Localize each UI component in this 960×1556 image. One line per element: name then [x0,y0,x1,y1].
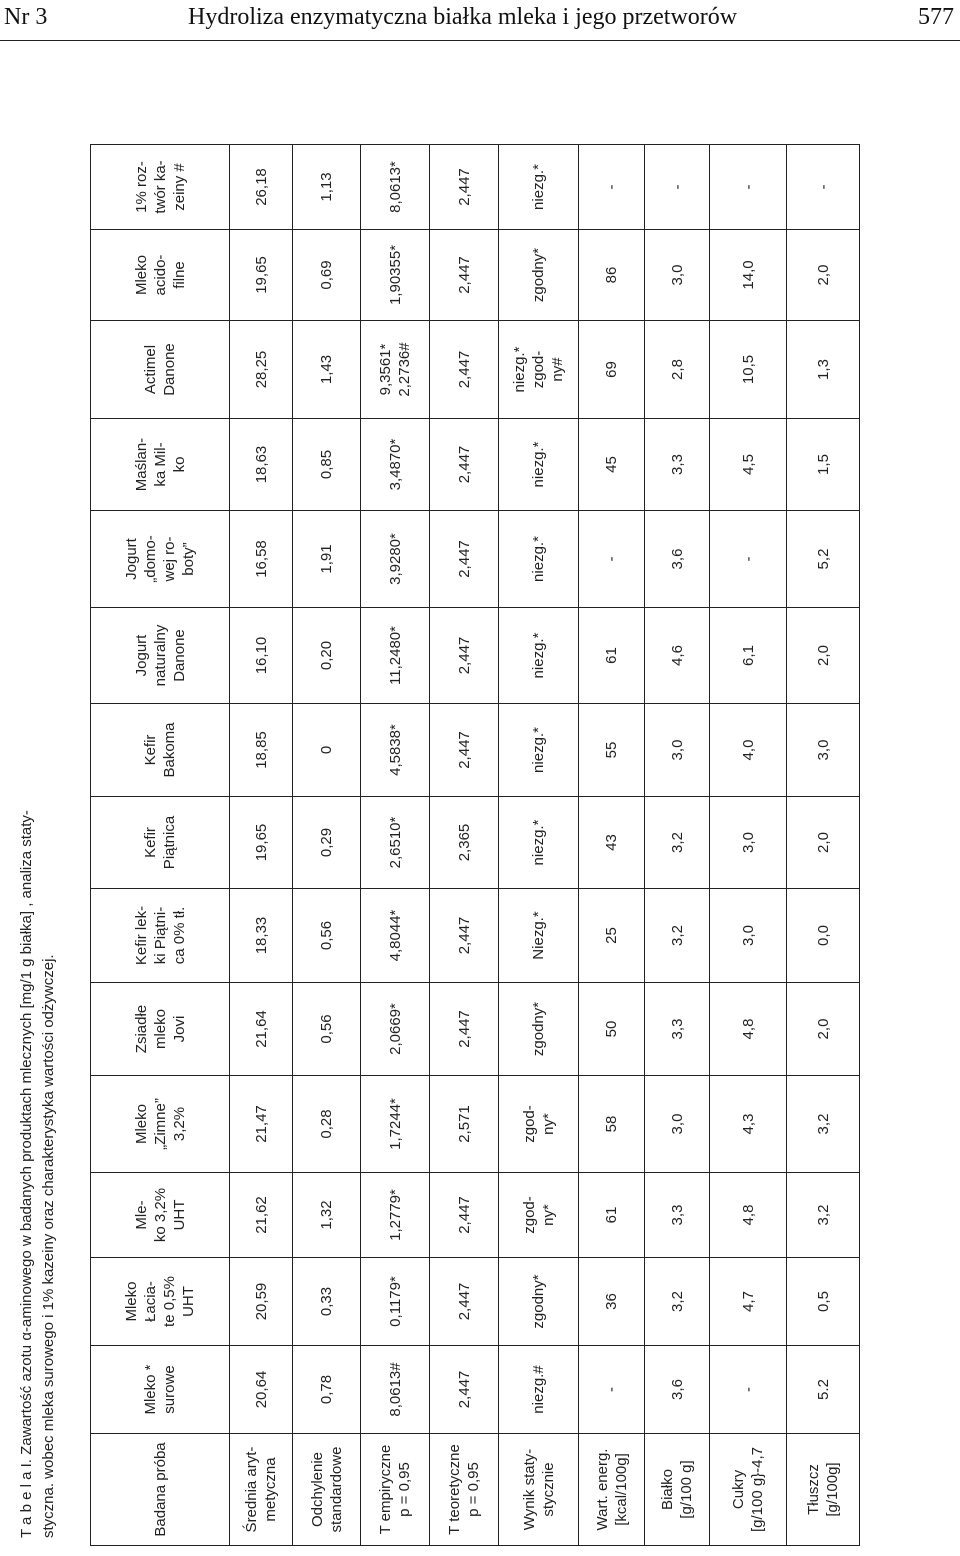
table-cell: 10,5 [710,321,787,419]
table-cell: 4,8044* [361,889,430,983]
table-cell: 0,5 [787,1258,860,1346]
table-cell: 3,0 [645,704,710,797]
table-cell: 2,447 [430,1346,499,1434]
table-cell: 18,85 [230,704,293,797]
table-cell: 61 [579,608,645,704]
table-cell: 2,447 [430,419,499,511]
table-row [430,145,499,1546]
table-cell: 3,2 [645,797,710,889]
table-cell: 2,447 [430,145,499,230]
table-cell: - [710,145,787,230]
data-table [90,144,860,1546]
table-cell: 55 [579,704,645,797]
table-cell: 0 [293,704,361,797]
table-cell: 0,56 [293,889,361,983]
table-cell: 58 [579,1076,645,1173]
table-cell: 2,0 [787,797,860,889]
table-cell: 69 [579,321,645,419]
table-cell: zgod- ny* [499,1173,579,1258]
table-cell: 1,91 [293,511,361,608]
table-cell: 4,5838* [361,704,430,797]
table-cell: 1,7244* [361,1076,430,1173]
table-cell: 21,64 [230,983,293,1076]
caption-line-1: T a b e l a I. Zawartość azotu α-aminowego w badanych produktach mlecznych [mg/1 g białka] , analiza staty- [18,810,35,1538]
table-cell: Niezg.* [499,889,579,983]
table-cell: 2,447 [430,511,499,608]
table-cell: niezg.* [499,419,579,511]
table-cell: 21,47 [230,1076,293,1173]
column-header: Maślan- ka Mil- ko [91,419,230,511]
table-cell: 3,6 [645,1346,710,1434]
row-label: Wynik staty- stycznie [499,1434,579,1546]
row-label: Tłuszcz [g/100g] [787,1434,860,1546]
column-header: Mle- ko 3,2% UHT [91,1173,230,1258]
table-cell: 4,7 [710,1258,787,1346]
table-cell: 2,365 [430,797,499,889]
column-header: Kefir Bakoma [91,704,230,797]
table-cell: 0,56 [293,983,361,1076]
table-cell: 3,3 [645,983,710,1076]
table-row [361,145,430,1546]
row-label: Białko [g/100 g] [645,1434,710,1546]
table-cell: niezg.* [499,145,579,230]
column-header: Mleko acido- filne [91,230,230,321]
table-cell: niezg.# [499,1346,579,1434]
table-cell: - [787,145,860,230]
table-cell: zgodny* [499,1258,579,1346]
table-cell: 2,447 [430,1258,499,1346]
table-row [230,145,293,1546]
table-cell: niezg.* [499,511,579,608]
column-header: Kefir lek- ki Piątni- ca 0% tł. [91,889,230,983]
table-cell: 2,447 [430,230,499,321]
table-cell: zgod- ny* [499,1076,579,1173]
table-cell: - [579,1346,645,1434]
table-cell: 43 [579,797,645,889]
header-row [91,145,230,1546]
table-cell: 2,447 [430,608,499,704]
table-cell: 4,8 [710,1173,787,1258]
column-header: 1% roz- twór ka- zeiny # [91,145,230,230]
table-cell: - [579,511,645,608]
table-cell: niezg.* [499,608,579,704]
table-cell: 0,85 [293,419,361,511]
table-cell: niezg.* [499,704,579,797]
table-cell: 21,62 [230,1173,293,1258]
corner-cell: Badana próba [91,1434,230,1546]
table-cell: 0,28 [293,1076,361,1173]
table-cell: zgodny* [499,230,579,321]
table-cell: 0,33 [293,1258,361,1346]
table-cell: 14,0 [710,230,787,321]
table-cell: 5,2 [787,511,860,608]
table-cell: 0,20 [293,608,361,704]
table-cell: 2,447 [430,889,499,983]
table-cell: 2,0669* [361,983,430,1076]
table-cell: 4,5 [710,419,787,511]
column-header: Kefir Piątnica [91,797,230,889]
table-cell: 36 [579,1258,645,1346]
table-cell: 3,3 [645,1173,710,1258]
table-cell: 3,4870* [361,419,430,511]
row-label: T empiryczne p = 0,95 [361,1434,430,1546]
table-cell: 1,32 [293,1173,361,1258]
table-cell: 3,0 [645,230,710,321]
table-cell: 28,25 [230,321,293,419]
table-cell: 0,78 [293,1346,361,1434]
table-cell: 2,571 [430,1076,499,1173]
table-cell: 86 [579,230,645,321]
table-cell: - [645,145,710,230]
table-cell: 8,0613# [361,1346,430,1434]
table-cell: 2,0 [787,983,860,1076]
table-cell: 2,447 [430,983,499,1076]
table-cell: 2,447 [430,704,499,797]
table-cell: 0,0 [787,889,860,983]
table-cell: 3,0 [710,797,787,889]
running-title: Hydroliza enzymatyczna białka mleka i jego przetworów [188,4,738,30]
table-cell: 1,3 [787,321,860,419]
table-cell: 1,90355* [361,230,430,321]
row-label: T teoretyczne p = 0,95 [430,1434,499,1546]
table-cell: 4,6 [645,608,710,704]
table-cell: 1,13 [293,145,361,230]
table-row [579,145,645,1546]
table-cell: 1,2779* [361,1173,430,1258]
rotated-content [0,56,960,1556]
table-cell: 4,0 [710,704,787,797]
page-header [0,0,960,41]
table-cell: niezg.* [499,797,579,889]
table-cell: 3,3 [645,419,710,511]
table-cell: 0,1179* [361,1258,430,1346]
table-cell: 3,2 [787,1173,860,1258]
column-header: Zsiadłe mleko Jovi [91,983,230,1076]
table-cell: 1,5 [787,419,860,511]
table-row [645,145,710,1546]
table-cell: 2,8 [645,321,710,419]
table-cell: 0,69 [293,230,361,321]
column-header: Actimel Danone [91,321,230,419]
table-cell: 16,58 [230,511,293,608]
table-cell: 26,18 [230,145,293,230]
table-cell: 18,63 [230,419,293,511]
column-header: Mleko Łacia- te 0,5% UHT [91,1258,230,1346]
table-cell: 20,59 [230,1258,293,1346]
table-cell: 19,65 [230,797,293,889]
row-label: Odchylenie standardowe [293,1434,361,1546]
table-cell: - [579,145,645,230]
table-cell: - [710,1346,787,1434]
table-cell: 3,2 [645,1258,710,1346]
column-header: Jogurt naturalny Danone [91,608,230,704]
table-row [293,145,361,1546]
table-cell: 16,10 [230,608,293,704]
table-cell: 61 [579,1173,645,1258]
column-header: Jogurt „domo- wej ro- boty” [91,511,230,608]
column-header: Mleko * surowe [91,1346,230,1434]
table-cell: 25 [579,889,645,983]
table-cell: 18,33 [230,889,293,983]
table-cell: 3,2 [645,889,710,983]
table-cell: 11,2480* [361,608,430,704]
table-cell: 2,6510* [361,797,430,889]
table-cell: 45 [579,419,645,511]
table-cell: 2,0 [787,608,860,704]
table-cell: niezg.* zgod- ny# [499,321,579,419]
table-row [787,145,860,1546]
caption-line-2: styczna. wobec mleka surowego i 1% kazeiny oraz charakterystyka wartości odżywczej. [40,954,57,1538]
table-cell: 1,43 [293,321,361,419]
table-cell: 5.2 [787,1346,860,1434]
table-cell: 0,29 [293,797,361,889]
row-label: Cukry [g/100 g}-4,7 [710,1434,787,1546]
issue-number: Nr 3 [4,4,48,30]
column-header: Mleko „Zimne” 3,2% [91,1076,230,1173]
table-cell: 2,447 [430,1173,499,1258]
table-cell: 20,64 [230,1346,293,1434]
table-cell: 9,3561* 2,2736# [361,321,430,419]
table-cell: 2,447 [430,321,499,419]
table-row [710,145,787,1546]
table-cell: - [710,511,787,608]
table-cell: 2,0 [787,230,860,321]
table-cell: zgodny* [499,983,579,1076]
table-cell: 8,0613* [361,145,430,230]
table-cell: 3,0 [787,704,860,797]
table-cell: 4,3 [710,1076,787,1173]
table-cell: 3,6 [645,511,710,608]
table-cell: 3,0 [710,889,787,983]
table-cell: 3,0 [645,1076,710,1173]
table-cell: 19,65 [230,230,293,321]
table-cell: 50 [579,983,645,1076]
table-cell: 4,8 [710,983,787,1076]
table-caption [16,338,60,1538]
table-cell: 6,1 [710,608,787,704]
table-cell: 3,2 [787,1076,860,1173]
row-label: Średnia aryt- metyczna [230,1434,293,1546]
page-number: 577 [918,4,954,30]
table-row [499,145,579,1546]
table-cell: 3,9280* [361,511,430,608]
row-label: Wart. energ. [kcal/100g] [579,1434,645,1546]
